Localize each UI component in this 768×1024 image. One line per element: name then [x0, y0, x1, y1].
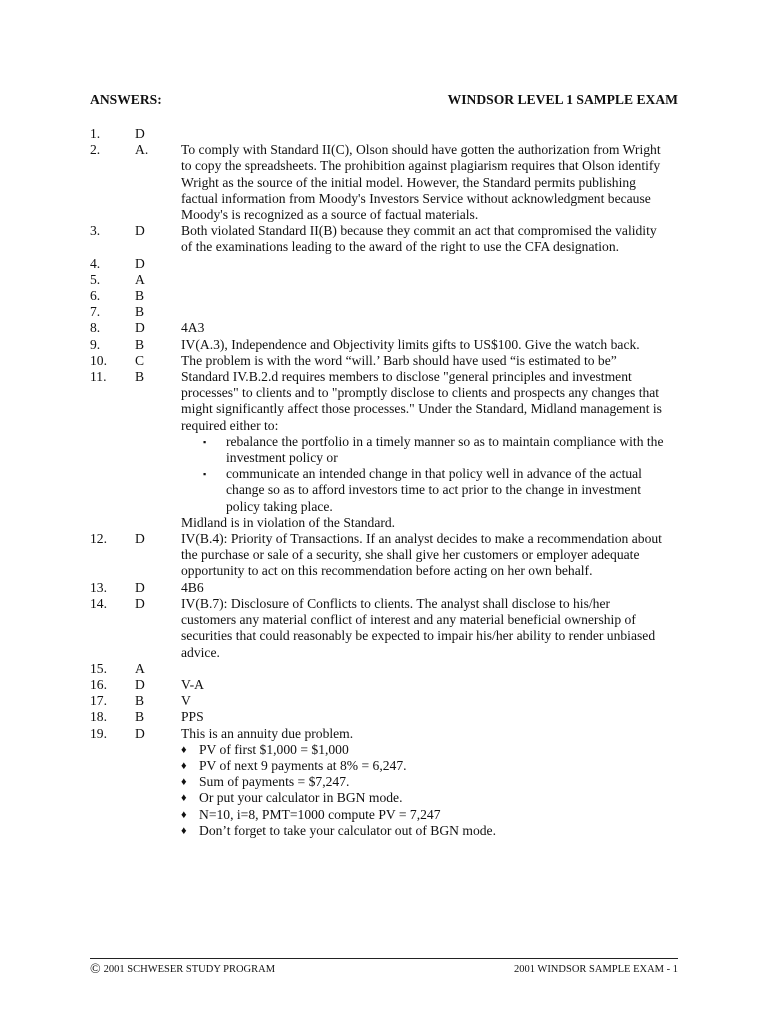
question-number: 5.: [90, 271, 101, 287]
answer-item: [90, 288, 690, 304]
explanation-line: to copy the spreadsheets. The prohibition against plagiarism requires that Olson identify: [181, 158, 661, 174]
answer-explanation: [181, 288, 690, 304]
question-number: 10.: [90, 352, 107, 368]
diamond-bullet-icon: ♦: [181, 808, 187, 821]
answer-letter: D: [135, 255, 145, 271]
explanation-conclusion: Midland is in violation of the Standard.: [181, 514, 396, 530]
answer-explanation: [181, 272, 690, 288]
answer-item: [90, 596, 690, 661]
footer-page-label: 2001 WINDSOR SAMPLE EXAM - 1: [513, 964, 678, 975]
explanation-line: the purchase or sale of a security, she shall give her customers or employer adequate: [181, 547, 640, 563]
bullet-list: [181, 434, 690, 515]
answer-item: [90, 726, 690, 839]
calculation-step: [181, 774, 690, 790]
answer-letter: D: [135, 320, 145, 336]
answer-letter: D: [135, 676, 145, 692]
explanation-line: V: [181, 693, 191, 709]
diamond-bullet-icon: ♦: [181, 824, 187, 837]
calculation-step-text: N=10, i=8, PMT=1000 compute PV = 7,247: [199, 806, 441, 822]
answer-letter: A: [135, 660, 145, 676]
bullet-item: [181, 466, 690, 515]
answer-list: [90, 126, 690, 839]
answer-letter: D: [135, 126, 145, 141]
explanation-line: factual information from Moody's Investors Service without acknowledgment because: [181, 190, 651, 206]
answer-item: [90, 353, 690, 369]
answer-letter: A: [135, 271, 145, 287]
answer-letter: B: [135, 304, 145, 320]
bullet-line: investment policy or: [226, 450, 338, 466]
explanation-line: Moody's is recognized as a source of factual materials.: [181, 207, 479, 223]
diamond-bullet-icon: ♦: [181, 759, 187, 772]
explanation-line: IV(B.7): Disclosure of Conflicts to clients. The analyst shall disclose to his/her: [181, 595, 611, 611]
answer-explanation: [181, 353, 690, 369]
question-number: 12.: [90, 531, 107, 547]
bullet-line: rebalance the portfolio in a timely manner so as to maintain compliance with the: [226, 433, 664, 449]
answer-letter: C: [135, 352, 145, 368]
calculation-step: [181, 790, 690, 806]
answer-explanation: [181, 369, 690, 531]
explanation-line: 4A3: [181, 320, 205, 336]
question-number: 14.: [90, 595, 107, 611]
answer-explanation: [181, 320, 690, 336]
answer-explanation: [181, 661, 690, 677]
calculation-step-text: Or put your calculator in BGN mode.: [199, 790, 403, 806]
answer-item: [90, 677, 690, 693]
answer-explanation: [181, 677, 690, 693]
explanation-line: required either to:: [181, 417, 279, 433]
answer-explanation: [181, 726, 690, 839]
question-number: 8.: [90, 320, 101, 336]
question-number: 4.: [90, 255, 101, 271]
answer-item: [90, 531, 690, 580]
answer-item: [90, 304, 690, 320]
answer-item: [90, 272, 690, 288]
answer-explanation: [181, 337, 690, 353]
explanation-line: securities that could reasonably be expected to impair his/her ability to render unbiased: [181, 628, 656, 644]
question-number: 18.: [90, 709, 107, 725]
explanation-line: This is an annuity due problem.: [181, 725, 354, 741]
answer-explanation: [181, 256, 690, 272]
answer-explanation: [181, 126, 690, 142]
answer-letter: B: [135, 693, 145, 709]
question-number: 9.: [90, 336, 101, 352]
calculation-step-text: PV of next 9 payments at 8% = 6,247.: [199, 757, 407, 773]
bullet-line: communicate an intended change in that policy well in advance of the actual: [226, 466, 642, 482]
calculation-step-text: Don’t forget to take your calculator out of BGN mode.: [199, 822, 496, 838]
bullet-item: [181, 434, 690, 466]
question-number: 13.: [90, 579, 107, 595]
calculation-step-text: Sum of payments = $7,247.: [199, 774, 350, 790]
page-header: [90, 92, 678, 110]
diamond-bullet-icon: ♦: [181, 792, 187, 805]
exam-title: WINDSOR LEVEL 1 SAMPLE EXAM: [447, 92, 678, 107]
diamond-bullet-icon: ♦: [181, 743, 187, 756]
question-number: 6.: [90, 288, 101, 304]
answer-item: [90, 693, 690, 709]
explanation-line: Standard IV.B.2.d requires members to disclose "general principles and investment: [181, 369, 632, 385]
bullet-line: policy taking place.: [226, 498, 333, 514]
page-footer: [90, 962, 678, 978]
explanation-line: customers any material conflict of interest and any material beneficial ownership of: [181, 612, 636, 628]
calculation-step: [181, 807, 690, 823]
answer-explanation: [181, 142, 690, 223]
question-number: 1.: [90, 126, 101, 141]
answer-explanation: [181, 223, 690, 255]
answer-letter: A.: [135, 142, 149, 158]
calculation-step: [181, 823, 690, 839]
square-bullet-icon: ▪: [203, 469, 207, 480]
diamond-bullet-icon: ♦: [181, 776, 187, 789]
question-number: 17.: [90, 693, 107, 709]
answer-letter: D: [135, 223, 145, 239]
question-number: 16.: [90, 676, 107, 692]
answer-explanation: [181, 304, 690, 320]
answer-explanation: [181, 596, 690, 661]
explanation-line: opportunity to act on this recommendation before acting on her own behalf.: [181, 563, 593, 579]
answer-item: [90, 223, 690, 255]
answer-explanation: [181, 580, 690, 596]
answer-item: [90, 337, 690, 353]
answer-letter: D: [135, 595, 145, 611]
answer-item: [90, 142, 690, 223]
footer-copyright: [90, 962, 275, 978]
question-number: 11.: [90, 369, 107, 385]
answer-item: [90, 369, 690, 531]
answer-letter: D: [135, 531, 145, 547]
explanation-line: Both violated Standard II(B) because they commit an act that compromised the validity: [181, 223, 657, 239]
answer-letter: B: [135, 288, 145, 304]
answer-letter: B: [135, 336, 145, 352]
answer-letter: D: [135, 725, 145, 741]
answer-explanation: [181, 693, 690, 709]
explanation-line: The problem is with the word “will.’ Barb should have used “is estimated to be”: [181, 352, 617, 368]
answer-item: [90, 256, 690, 272]
explanation-line: 4B6: [181, 579, 204, 595]
explanation-line: of the examinations leading to the award of the right to use the CFA designation.: [181, 239, 620, 255]
question-number: 3.: [90, 223, 101, 239]
answer-explanation: [181, 709, 690, 725]
answer-item: [90, 320, 690, 336]
answer-item: [90, 661, 690, 677]
explanation-line: IV(B.4): Priority of Transactions. If an analyst decides to make a recommendation about: [181, 531, 662, 547]
explanation-line: IV(A.3), Independence and Objectivity limits gifts to US$100. Give the watch back.: [181, 336, 640, 352]
answer-letter: B: [135, 369, 145, 385]
answers-heading: ANSWERS:: [90, 92, 162, 107]
answer-letter: D: [135, 579, 145, 595]
answer-letter: B: [135, 709, 145, 725]
square-bullet-icon: ▪: [203, 436, 207, 447]
question-number: 19.: [90, 725, 107, 741]
calculation-step: [181, 758, 690, 774]
footer-divider: [90, 958, 678, 959]
calculation-step-text: PV of first $1,000 = $1,000: [199, 741, 349, 757]
explanation-line: PPS: [181, 709, 204, 725]
question-number: 7.: [90, 304, 101, 320]
question-number: 15.: [90, 660, 107, 676]
explanation-line: processes" to clients and to "promptly disclose to clients and prospects any changes that: [181, 385, 660, 401]
explanation-line: Wright as the source of the initial model. However, the Standard permits publishing: [181, 174, 636, 190]
footer-left-text: 2001 SCHWESER STUDY PROGRAM: [103, 964, 276, 975]
answer-item: [90, 709, 690, 725]
explanation-line: V-A: [181, 676, 204, 692]
question-number: 2.: [90, 142, 101, 158]
answer-explanation: [181, 531, 690, 580]
explanation-line: To comply with Standard II(C), Olson should have gotten the authorization from Wright: [181, 142, 661, 158]
calculation-steps: [181, 742, 690, 839]
explanation-line: might significantly affect those processes." Under the Standard, Midland management is: [181, 401, 662, 417]
calculation-step: [181, 742, 690, 758]
answer-item: [90, 580, 690, 596]
explanation-line: advice.: [181, 644, 220, 660]
bullet-line: change so as to afford investors time to act prior to the change in investment: [226, 482, 642, 498]
answer-item: [90, 126, 690, 142]
copyright-icon: ©: [90, 962, 101, 977]
